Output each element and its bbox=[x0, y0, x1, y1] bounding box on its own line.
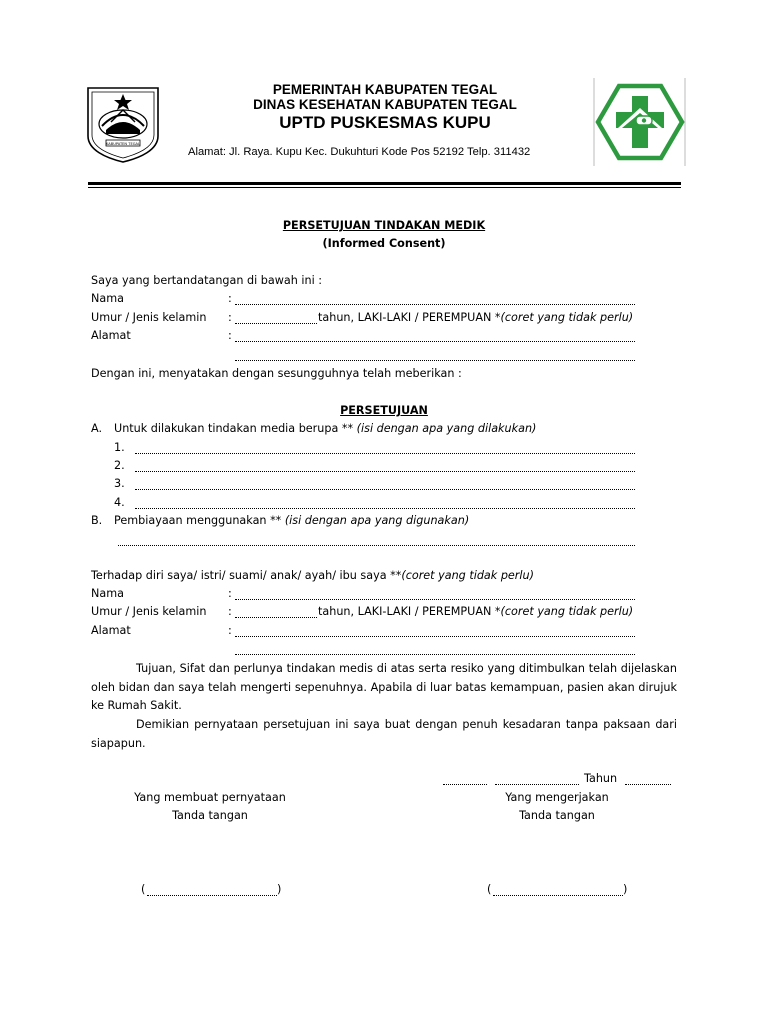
seal-text: KABUPATEN TEGAL bbox=[106, 142, 140, 146]
umur-label: Umur / Jenis kelamin bbox=[91, 311, 207, 324]
puskesmas-name: UPTD PUSKESMAS KUPU bbox=[279, 113, 491, 132]
alamat-colon: : bbox=[228, 329, 232, 342]
item-a-text bbox=[114, 421, 536, 437]
document-subtitle: (Informed Consent) bbox=[322, 237, 446, 250]
umur-colon: : bbox=[228, 311, 232, 324]
tahun-gender-text: tahun, LAKI-LAKI / PEREMPUAN * bbox=[318, 311, 501, 324]
umur-line-2 bbox=[235, 607, 317, 618]
right-sign-open: ( bbox=[487, 883, 492, 896]
nama-line-2 bbox=[235, 589, 635, 600]
document-title: PERSETUJUAN TINDAKAN MEDIK bbox=[282, 219, 486, 232]
umur-line bbox=[235, 313, 317, 324]
alamat-line-2 bbox=[235, 350, 635, 361]
statement-text: Dengan ini, menyatakan dengan sesungguhnya telah meberikan : bbox=[91, 367, 462, 380]
nama-line bbox=[235, 294, 635, 305]
coret-hint: (coret yang tidak perlu) bbox=[500, 311, 634, 324]
puskesmas-logo bbox=[592, 78, 686, 166]
umur-label-2: Umur / Jenis kelamin bbox=[91, 605, 207, 618]
left-sign-line bbox=[147, 885, 277, 896]
declaration-paragraph: Demikian pernyataan persetujuan ini saya buat dengan penuh kesadaran tanpa paksaan dari siapapun. bbox=[91, 718, 677, 750]
tahun-label: Tahun bbox=[584, 772, 618, 785]
item-a-label: Untuk dilakukan tindakan media berupa ** bbox=[114, 422, 357, 435]
department-name: DINAS KESEHATAN KABUPATEN TEGAL bbox=[253, 97, 517, 112]
alamat-line-1 bbox=[235, 331, 635, 342]
nama-label: Nama bbox=[91, 292, 124, 305]
section-title: PERSETUJUAN bbox=[340, 404, 428, 417]
terhadap-hint: (coret yang tidak perlu) bbox=[401, 569, 534, 582]
number-3: 3. bbox=[114, 477, 125, 490]
government-name: PEMERINTAH KABUPATEN TEGAL bbox=[272, 82, 498, 97]
right-signer-sub: Tanda tangan bbox=[519, 809, 595, 822]
umur-colon-2: : bbox=[228, 605, 232, 618]
item-a-hint: (isi dengan apa yang dilakukan) bbox=[356, 422, 537, 435]
left-signer-title: Yang membuat pernyataan bbox=[134, 791, 286, 804]
address-line: Alamat: Jl. Raya. Kupu Kec. Dukuhturi Kode Pos 52192 Telp. 311432 bbox=[188, 146, 531, 158]
explanation-paragraph: Tujuan, Sifat dan perlunya tindakan medis di atas serta resiko yang ditimbulkan telah dijelaskan oleh bidan dan saya telah mengerti sepenuhnya. Apabila di luar batas kemampuan, pasien akan dirujuk ke Rumah Sakit. bbox=[91, 662, 677, 712]
nama-colon: : bbox=[228, 292, 232, 305]
right-signer-title: Yang mengerjakan bbox=[505, 791, 609, 804]
coret-hint-2: (coret yang tidak perlu) bbox=[500, 605, 634, 618]
left-sign-close: ) bbox=[277, 883, 282, 896]
item-a-letter: A. bbox=[91, 422, 103, 435]
alamat-colon-2: : bbox=[228, 624, 232, 637]
place-line bbox=[443, 774, 487, 785]
alamat-label: Alamat bbox=[91, 329, 131, 342]
nama-colon-2: : bbox=[228, 587, 232, 600]
item-line-3 bbox=[135, 479, 635, 490]
left-signer-sub: Tanda tangan bbox=[172, 809, 248, 822]
alamat-line-2b bbox=[235, 644, 635, 655]
left-sign-open: ( bbox=[141, 883, 146, 896]
number-2: 2. bbox=[114, 459, 125, 472]
item-b-letter: B. bbox=[91, 514, 103, 527]
item-b-text bbox=[114, 513, 469, 529]
right-sign-close: ) bbox=[623, 883, 628, 896]
item-line-4 bbox=[135, 498, 635, 509]
item-line-1 bbox=[135, 443, 635, 454]
item-b-line bbox=[118, 535, 635, 546]
intro-text: Saya yang bertandatangan di bawah ini : bbox=[91, 274, 323, 287]
header-rule-thin bbox=[88, 187, 681, 188]
regency-seal-logo bbox=[84, 84, 162, 164]
header-rule-thick bbox=[88, 182, 681, 185]
year-line bbox=[625, 774, 671, 785]
alamat-line-2a bbox=[235, 626, 635, 637]
right-sign-line bbox=[493, 885, 623, 896]
terhadap-label: Terhadap diri saya/ istri/ suami/ anak/ ayah/ ibu saya ** bbox=[91, 569, 402, 582]
item-b-label: Pembiayaan menggunakan ** bbox=[114, 514, 285, 527]
item-line-2 bbox=[135, 461, 635, 472]
gender-text bbox=[318, 310, 633, 326]
item-b-hint: (isi dengan apa yang digunakan) bbox=[284, 514, 470, 527]
number-4: 4. bbox=[114, 496, 125, 509]
nama-label-2: Nama bbox=[91, 587, 124, 600]
gender-text-2 bbox=[318, 604, 633, 620]
tahun-gender-text-2: tahun, LAKI-LAKI / PEREMPUAN * bbox=[318, 605, 501, 618]
number-1: 1. bbox=[114, 441, 125, 454]
terhadap-text bbox=[91, 568, 534, 584]
date-line bbox=[495, 774, 579, 785]
alamat-label-2: Alamat bbox=[91, 624, 131, 637]
